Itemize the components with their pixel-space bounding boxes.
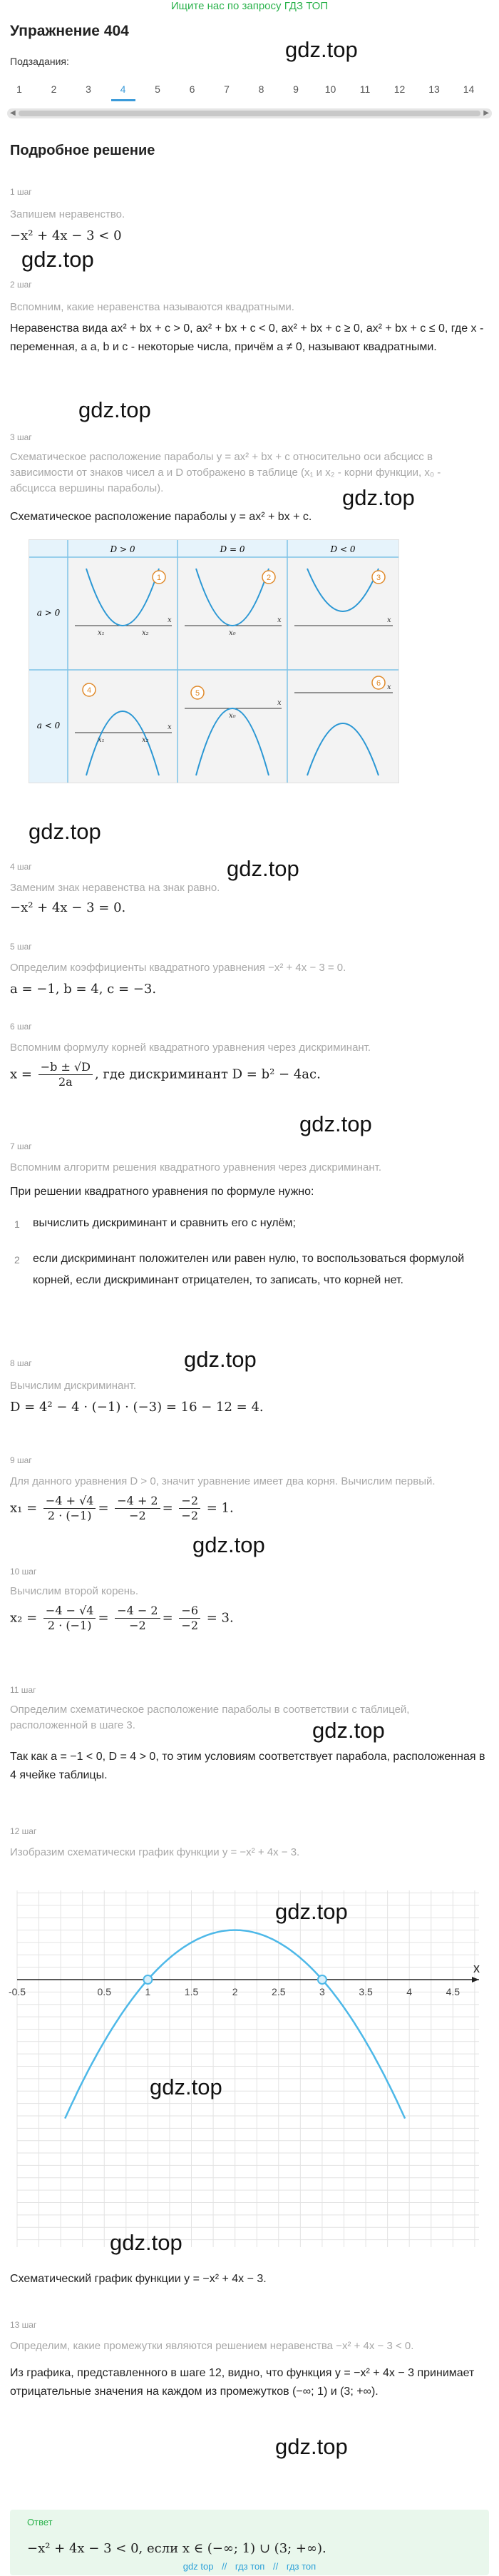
watermark: gdz.top <box>192 1532 265 1557</box>
vertex-label: x₀ <box>229 629 236 637</box>
step-description: Изобразим схематически график функции y = −x² + 4x − 3. <box>10 1846 300 1858</box>
watermark: gdz.top <box>21 247 94 272</box>
x-tick-label: 3 <box>319 1986 325 1997</box>
axis-x-label: x <box>387 616 391 624</box>
step-text: Схематическое расположение параболы y = ax² + bx + c. <box>10 511 312 523</box>
subtask-tab[interactable]: 11 <box>359 83 371 95</box>
subtask-tab[interactable]: 8 <box>258 83 264 95</box>
step-description: Заменим знак неравенства на знак равно. <box>10 882 220 894</box>
watermark: gdz.top <box>342 485 415 510</box>
step-math: x₂ = $\frac{-4 - √4}{2 \cdot (-1)}$ = $\frac{-4 - 2}{-2}$ = $\frac{-6}{-2}$ = 3. <box>10 1604 234 1632</box>
step-description: Определим коэффициенты квадратного уравнения −x² + 4x − 3 = 0. <box>10 962 346 974</box>
subtask-tab[interactable]: 2 <box>51 83 57 95</box>
step-label: 12 шаг <box>10 1826 37 1836</box>
step-text: Так как a = −1 < 0, D = 4 > 0, то этим условиям соответствует парабола, расположенная в 4 ячейке таблицы. <box>10 1751 485 1781</box>
scroll-left-icon[interactable]: ◀ <box>10 109 16 117</box>
watermark: gdz.top <box>29 819 101 844</box>
footer-links <box>0 2561 499 2572</box>
table-header: D < 0 <box>330 544 356 554</box>
subtask-tab[interactable]: 3 <box>86 83 91 95</box>
root-point <box>143 1975 152 1984</box>
step-label: 10 шаг <box>10 1567 37 1577</box>
table-row-label: a > 0 <box>36 608 61 618</box>
root-label: x₂ <box>142 736 149 744</box>
cell-number: 6 <box>376 679 381 688</box>
subtask-tab[interactable]: 13 <box>428 83 440 95</box>
step-label: 6 шаг <box>10 1022 32 1032</box>
step-text: При решении квадратного уравнения по формуле нужно: <box>10 1186 314 1198</box>
answer-text: −x² + 4x − 3 < 0, если x ∈ (−∞; 1) ∪ (3; +∞). <box>27 2541 326 2556</box>
subtask-tab[interactable]: 9 <box>293 83 299 95</box>
step-description: Вспомним алгоритм решения квадратного уравнения через дискриминант. <box>10 1161 382 1174</box>
step-math: a = −1, b = 4, c = −3. <box>10 982 157 997</box>
step-label: 2 шаг <box>10 280 32 290</box>
list-item-number: 2 <box>14 1254 20 1266</box>
step-description: Для данного уравнения D > 0, значит уравнение имеет два корня. Вычислим первый. <box>10 1475 436 1487</box>
table-row-label: a < 0 <box>36 721 61 730</box>
chart-background <box>9 1883 488 2254</box>
subtasks-label: Подзадания: <box>10 56 69 67</box>
subtask-tab[interactable]: 1 <box>16 83 22 95</box>
x-tick-label: 3.5 <box>359 1986 373 1997</box>
parabola-table <box>29 539 399 783</box>
watermark: gdz.top <box>227 856 299 881</box>
subtask-tab[interactable]: 10 <box>324 83 336 95</box>
watermark: gdz.top <box>285 37 358 62</box>
subtask-tab[interactable]: 14 <box>463 83 475 95</box>
table-header: D > 0 <box>110 544 135 554</box>
step-label: 4 шаг <box>10 862 32 872</box>
step-label: 3 шаг <box>10 432 32 442</box>
vertex-label: x₀ <box>229 712 236 720</box>
axis-x-label: x <box>277 616 282 624</box>
step-description: Вычислим дискриминант. <box>10 1380 136 1392</box>
footer-separator: // <box>272 2561 279 2572</box>
footer-link[interactable]: gdz top <box>182 2561 214 2572</box>
subtask-tab[interactable]: 6 <box>189 83 195 95</box>
footer-link[interactable]: гдз топ <box>235 2561 265 2572</box>
step-label: 7 шаг <box>10 1141 32 1151</box>
watermark: gdz.top <box>110 2230 182 2255</box>
top-search-link[interactable]: Ищите нас по запросу ГДЗ ТОП <box>170 0 329 12</box>
page-title: Упражнение 404 <box>10 23 129 39</box>
root-label: x₁ <box>98 736 105 744</box>
list-item: если дискриминант положителен или равен нулю, то воспользоваться формулой корней, если дискриминант отрицателен, то записать, что корней нет. <box>33 1253 465 1286</box>
scroll-thumb[interactable] <box>19 111 480 116</box>
subtask-tab[interactable]: 4 <box>111 83 135 101</box>
watermark: gdz.top <box>275 2434 348 2459</box>
axis-x-label: x <box>168 616 172 624</box>
step-math: x₁ = $\frac{-4 + √4}{2 \cdot (-1)}$ = $\frac{-4 + 2}{-2}$ = $\frac{-2}{-2}$ = 1. <box>10 1494 234 1522</box>
step-math: x = $\frac{-b \pm √D}{2a}$ , где дискриминант D = b² − 4ac. <box>10 1060 321 1089</box>
x-tick-label: 4.5 <box>446 1986 461 1997</box>
solution-heading: Подробное решение <box>10 143 155 158</box>
watermark: gdz.top <box>299 1111 372 1136</box>
step-description: Схематическое расположение параболы y = ax² + bx + c относительно оси абсцисс в зависимости от знаков чисел a и D отображено в таблице (x₁ и x₂ - корни функции, x₀ - абсцисса вершины параболы). <box>10 451 441 494</box>
step-label: 1 шаг <box>10 187 32 197</box>
step-label: 13 шаг <box>10 2320 37 2330</box>
axis-x-label: x <box>168 723 172 731</box>
step-math: −x² + 4x − 3 = 0. <box>10 900 126 915</box>
subtask-scrollbar[interactable] <box>7 108 492 118</box>
step-description: Определим схематическое расположение параболы в соответствии с таблицей, расположенной в шаге 3. <box>10 1704 410 1731</box>
axis-x-label: x <box>277 699 282 707</box>
subtask-tab[interactable]: 7 <box>224 83 230 95</box>
cell-number: 5 <box>195 689 200 698</box>
watermark: gdz.top <box>275 1899 348 1924</box>
step-label: 11 шаг <box>10 1685 36 1695</box>
watermark: gdz.top <box>150 2074 222 2099</box>
cell-number: 1 <box>156 574 162 582</box>
scroll-right-icon[interactable]: ▶ <box>483 109 489 117</box>
root-point <box>318 1975 326 1984</box>
watermark: gdz.top <box>184 1347 257 1372</box>
step-description: Вычислим второй корень. <box>10 1585 139 1597</box>
root-label: x₂ <box>142 629 149 637</box>
step-description: Вспомним, какие неравенства называются квадратными. <box>10 301 294 313</box>
x-tick-label: 0.5 <box>97 1986 111 1997</box>
chart-caption: Схематический график функции y = −x² + 4x − 3. <box>10 2273 267 2285</box>
table-header: D = 0 <box>220 544 245 554</box>
step-text: Неравенства вида ax² + bx + c > 0, ax² + bx + c < 0, ax² + bx + c ≥ 0, ax² + bx + c ≤ 0, где x - переменная, а a, b и c - некоторые числа, причём a ≠ 0, называют квадратными. <box>10 322 484 353</box>
step-label: 9 шаг <box>10 1455 32 1465</box>
x-tick-label: 2 <box>232 1986 238 1997</box>
x-tick-label: 4 <box>406 1986 413 1997</box>
subtask-tab[interactable]: 5 <box>155 83 160 95</box>
x-axis-label: x <box>473 1961 480 1975</box>
step-math: D = 4² − 4 · (−1) · (−3) = 16 − 12 = 4. <box>10 1400 264 1415</box>
subtask-tab[interactable]: 12 <box>393 83 406 95</box>
step-math: −x² + 4x − 3 < 0 <box>10 228 122 243</box>
axis-x-label: x <box>387 683 391 691</box>
list-item: вычислить дискриминант и сравнить его с нулём; <box>33 1217 296 1229</box>
footer-separator: // <box>222 2561 227 2572</box>
watermark: gdz.top <box>312 1718 385 1743</box>
root-label: x₁ <box>98 629 105 637</box>
x-tick-label: 1 <box>145 1986 151 1997</box>
step-label: 8 шаг <box>10 1358 32 1368</box>
step-description: Вспомним формулу корней квадратного уравнения через дискриминант. <box>10 1042 371 1054</box>
footer-link[interactable]: гдз топ <box>286 2561 317 2572</box>
x-tick-label: 1.5 <box>184 1986 199 1997</box>
step-description: Определим, какие промежутки являются решением неравенства −x² + 4x − 3 < 0. <box>10 2340 414 2352</box>
step-label: 5 шаг <box>10 942 32 952</box>
subtask-tabs <box>7 83 492 101</box>
cell-number: 2 <box>266 574 272 582</box>
list-item-number: 1 <box>14 1218 20 1230</box>
step-text: Из графика, представленного в шаге 12, видно, что функция y = −x² + 4x − 3 принимает отрицательные значения на каждом из промежутков (−∞; 1) и (3; +∞). <box>10 2367 475 2398</box>
cell-number: 3 <box>376 574 381 582</box>
watermark: gdz.top <box>78 397 151 422</box>
x-tick-label: 2.5 <box>272 1986 286 1997</box>
answer-label: Ответ <box>27 2517 53 2527</box>
x-tick-label: -0.5 <box>9 1986 26 1997</box>
cell-number: 4 <box>86 686 92 695</box>
step-description: Запишем неравенство. <box>10 208 125 220</box>
parabola-chart <box>9 1883 488 2254</box>
